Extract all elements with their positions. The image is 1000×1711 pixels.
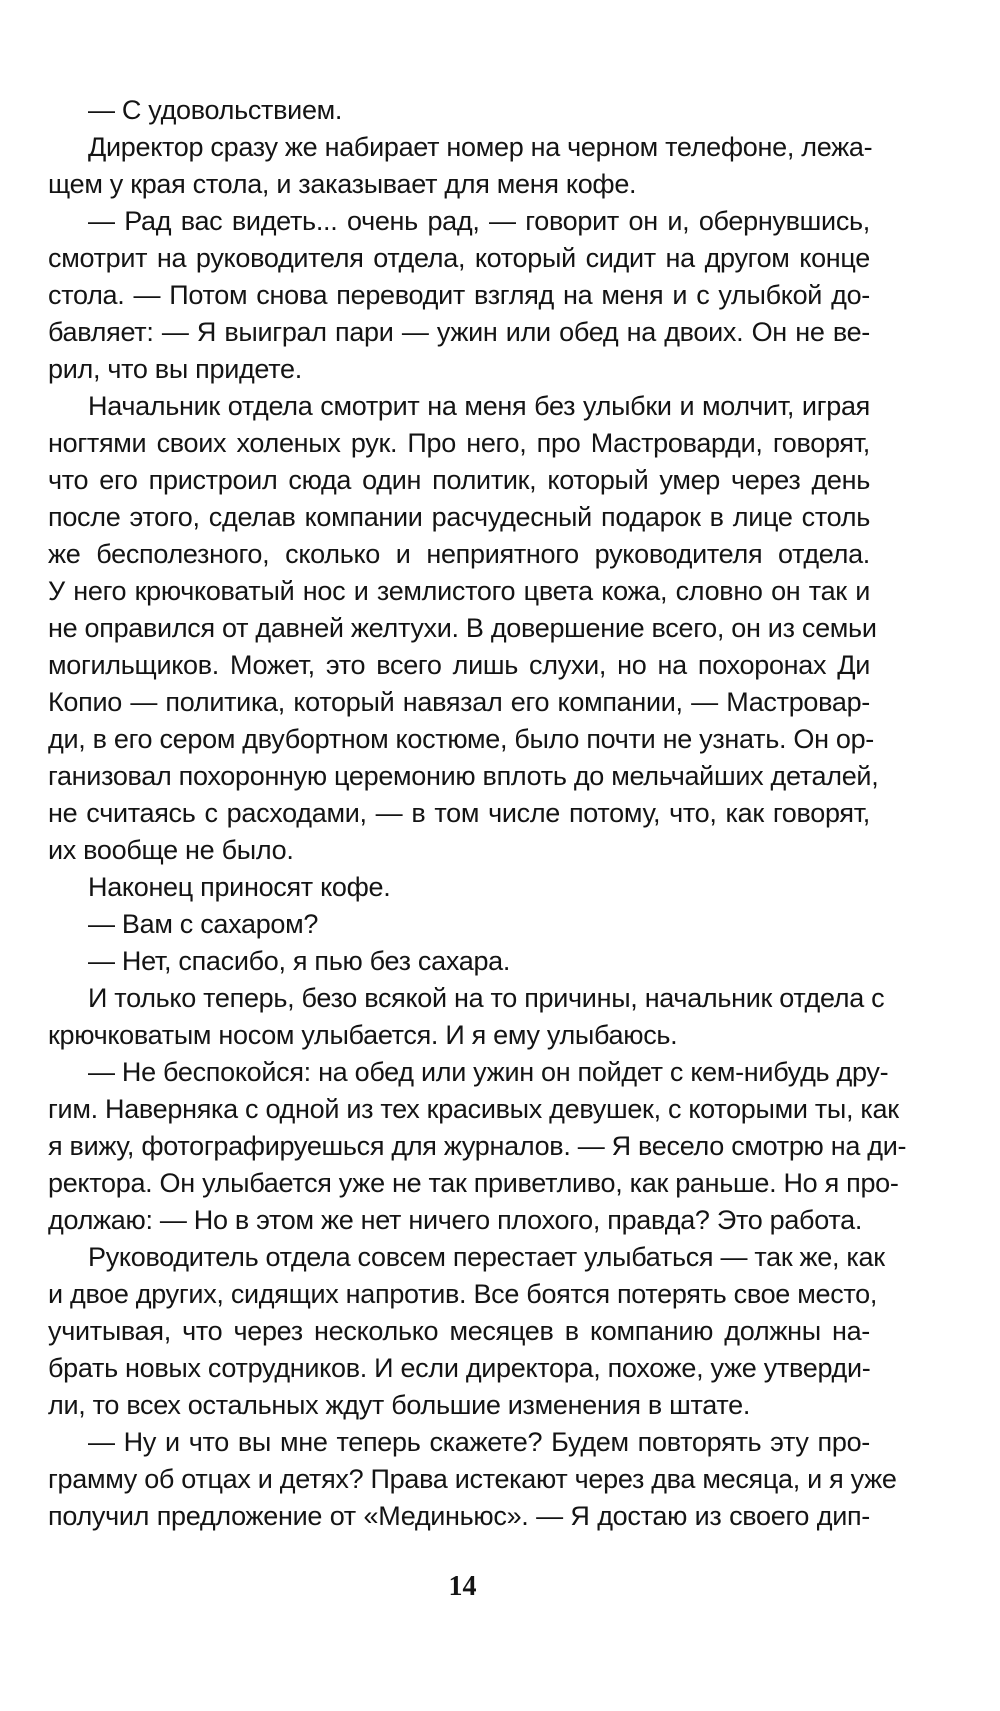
text-line: — С удовольствием. bbox=[88, 95, 343, 125]
text-line: Директор сразу же набирает номер на черном телефоне, лежа- bbox=[88, 132, 873, 162]
text-line: могильщиков. Может, это всего лишь слухи, но на похоронах Ди bbox=[48, 650, 870, 680]
text-line: И только теперь, безо всякой на то причины, начальник отдела с bbox=[88, 983, 885, 1013]
text-line: брать новых сотрудников. И если директора, похоже, уже утверди- bbox=[48, 1353, 871, 1383]
text-line: их вообще не было. bbox=[48, 835, 294, 865]
paragraph bbox=[48, 869, 870, 906]
text-line: ректора. Он улыбается уже не так приветливо, как раньше. Но я про- bbox=[48, 1168, 899, 1198]
text-line: У него крючковатый нос и землистого цвета кожа, словно он так и bbox=[48, 576, 870, 606]
text-line: Руководитель отдела совсем перестает улыбаться — так же, как bbox=[88, 1242, 885, 1272]
paragraph bbox=[48, 943, 870, 980]
text-line: же бесполезного, сколько и неприятного руководителя отдела. bbox=[48, 539, 870, 569]
text-line: — Вам с сахаром? bbox=[88, 909, 319, 939]
text-line: и двое других, сидящих напротив. Все боятся потерять свое место, bbox=[48, 1279, 878, 1309]
body-text bbox=[48, 92, 907, 1535]
text-line: должаю: — Но в этом же нет ничего плохого, правда? Это работа. bbox=[48, 1205, 863, 1235]
text-line: — Не беспокойся: на обед или ужин он пойдет с кем-нибудь дру- bbox=[88, 1057, 889, 1087]
text-line: Наконец приносят кофе. bbox=[88, 872, 391, 902]
text-line: грамму об отцах и детях? Права истекают через два месяца, и я уже bbox=[48, 1464, 897, 1494]
text-line: я вижу, фотографируешься для журналов. — Я весело смотрю на ди- bbox=[48, 1131, 907, 1161]
paragraph bbox=[48, 129, 873, 203]
paragraph bbox=[48, 1054, 907, 1239]
paragraph bbox=[48, 388, 879, 869]
text-line: — Нет, спасибо, я пью без сахара. bbox=[88, 946, 511, 976]
text-line: не оправился от давней желтухи. В довершение всего, он из семьи bbox=[48, 613, 877, 643]
text-line: смотрит на руководителя отдела, который сидит на другом конце bbox=[48, 243, 870, 273]
text-line: Копио — политика, который навязал его компании, — Мастровар- bbox=[48, 687, 870, 717]
text-line: щем у края стола, и заказывает для меня кофе. bbox=[48, 169, 637, 199]
text-line: бавляет: — Я выиграл пари — ужин или обед на двоих. Он не ве- bbox=[48, 317, 870, 347]
text-line: крючковатым носом улыбается. И я ему улыбаюсь. bbox=[48, 1020, 678, 1050]
paragraph bbox=[48, 92, 870, 129]
text-line: ли, то всех остальных ждут большие изменения в штате. bbox=[48, 1390, 751, 1420]
paragraph bbox=[48, 203, 870, 388]
text-line: — Рад вас видеть... очень рад, — говорит он и, обернувшись, bbox=[88, 206, 870, 236]
text-line: — Ну и что вы мне теперь скажете? Будем повторять эту про- bbox=[88, 1427, 870, 1457]
text-line: ганизовал похоронную церемонию вплоть до мельчайших деталей, bbox=[48, 761, 879, 791]
text-line: Начальник отдела смотрит на меня без улыбки и молчит, играя bbox=[88, 391, 870, 421]
paragraph bbox=[48, 980, 885, 1054]
text-line: что его пристроил сюда один политик, который умер через день bbox=[48, 465, 870, 495]
text-line: ди, в его сером двубортном костюме, было почти не узнать. Он ор- bbox=[48, 724, 875, 754]
text-line: рил, что вы придете. bbox=[48, 354, 302, 384]
text-line: ногтями своих холеных рук. Про него, про Мастроварди, говорят, bbox=[48, 428, 870, 458]
text-line: стола. — Потом снова переводит взгляд на меня и с улыбкой до- bbox=[48, 280, 870, 310]
text-line: не считаясь с расходами, — в том числе потому, что, как говорят, bbox=[48, 798, 870, 828]
paragraph bbox=[48, 1424, 897, 1535]
paragraph bbox=[48, 1239, 885, 1424]
text-line: учитывая, что через несколько месяцев в компанию должны на- bbox=[48, 1316, 870, 1346]
text-line: получил предложение от «Мединьюс». — Я достаю из своего дип- bbox=[48, 1501, 870, 1531]
page-number: 14 bbox=[448, 1571, 477, 1602]
text-line: гим. Наверняка с одной из тех красивых девушек, с которыми ты, как bbox=[48, 1094, 899, 1124]
text-line: после этого, сделав компании расчудесный подарок в лице столь bbox=[48, 502, 870, 532]
paragraph bbox=[48, 906, 870, 943]
